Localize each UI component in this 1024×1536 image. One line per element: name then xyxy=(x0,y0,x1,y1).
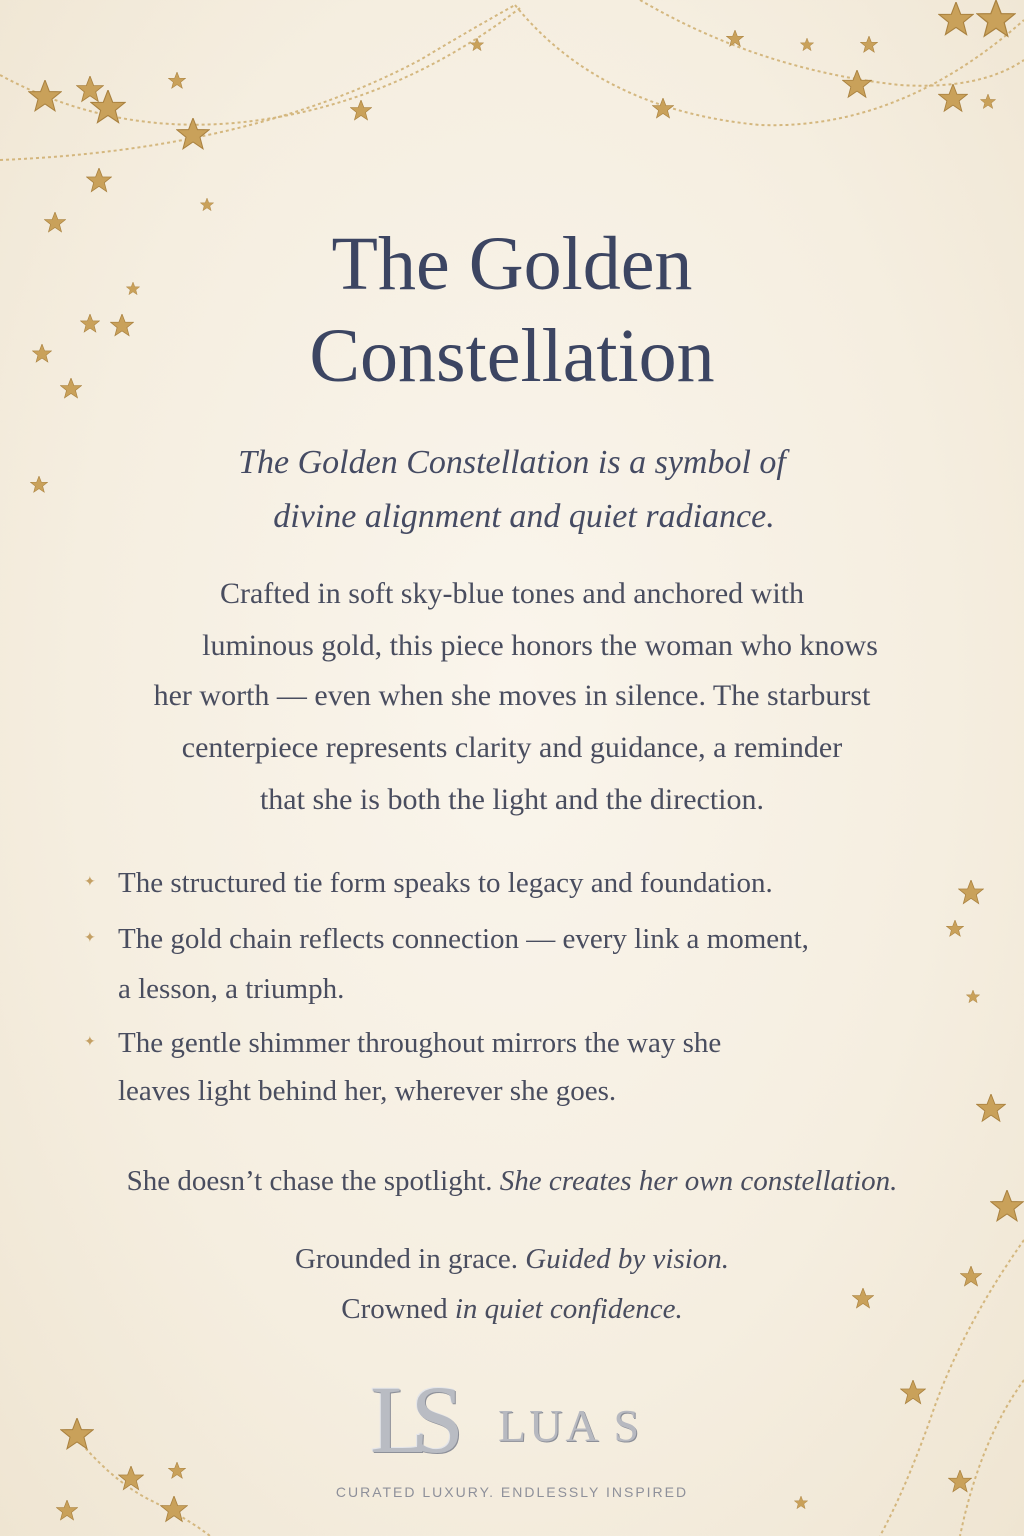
bullet-1-line-1: The structured tie form speaks to legacy and foundation. xyxy=(118,867,773,899)
closing-crowned-line xyxy=(0,1284,1024,1334)
brand-logo xyxy=(360,1366,680,1473)
body-line-2: luminous gold, this piece honors the woman who knows xyxy=(202,629,878,662)
body-line-1: Crafted in soft sky-blue tones and anchored with xyxy=(219,577,805,610)
bullet-star-icon: ✦ xyxy=(84,875,96,890)
brand-monogram: LS xyxy=(370,1366,447,1473)
bullet-3-line-1: The gentle shimmer throughout mirrors the way she xyxy=(118,1027,722,1059)
body-line-5: that she is both the light and the direction. xyxy=(259,783,765,816)
brand-tagline: CURATED LUXURY. ENDLESSLY INSPIRED xyxy=(335,1484,689,1500)
closing-spotlight-plain: She doesn’t chase the spotlight. xyxy=(126,1165,500,1197)
bullet-star-icon: ✦ xyxy=(84,931,96,946)
closing-grace-line xyxy=(0,1234,1024,1284)
body-line-4: centerpiece represents clarity and guidance, a reminder xyxy=(181,731,843,764)
closing-grace-italic: Guided by vision. xyxy=(525,1243,730,1275)
bullet-2-line-2: a lesson, a triumph. xyxy=(118,973,345,1005)
closing-spotlight-italic: She creates her own constellation. xyxy=(499,1165,898,1197)
page-title-line-2: Constellation xyxy=(309,314,715,398)
bullet-3-line-2: leaves light behind her, wherever she goes. xyxy=(118,1075,617,1107)
closing-spotlight-line xyxy=(0,1156,1024,1206)
body-line-3: her worth — even when she moves in silence. The starburst xyxy=(153,679,871,712)
brand-name: LUA S xyxy=(498,1400,643,1451)
bullet-star-icon: ✦ xyxy=(84,1035,96,1050)
closing-grace-plain: Grounded in grace. xyxy=(294,1243,526,1275)
intro-line-1: The Golden Constellation is a symbol of xyxy=(238,444,786,481)
bullet-2-line-1: The gold chain reflects connection — every link a moment, xyxy=(118,923,809,955)
page-title-line-1: The Golden xyxy=(331,222,693,306)
intro-line-2: divine alignment and quiet radiance. xyxy=(273,498,775,535)
closing-crowned-italic: in quiet confidence. xyxy=(454,1293,683,1325)
closing-crowned-plain: Crowned xyxy=(341,1293,455,1325)
